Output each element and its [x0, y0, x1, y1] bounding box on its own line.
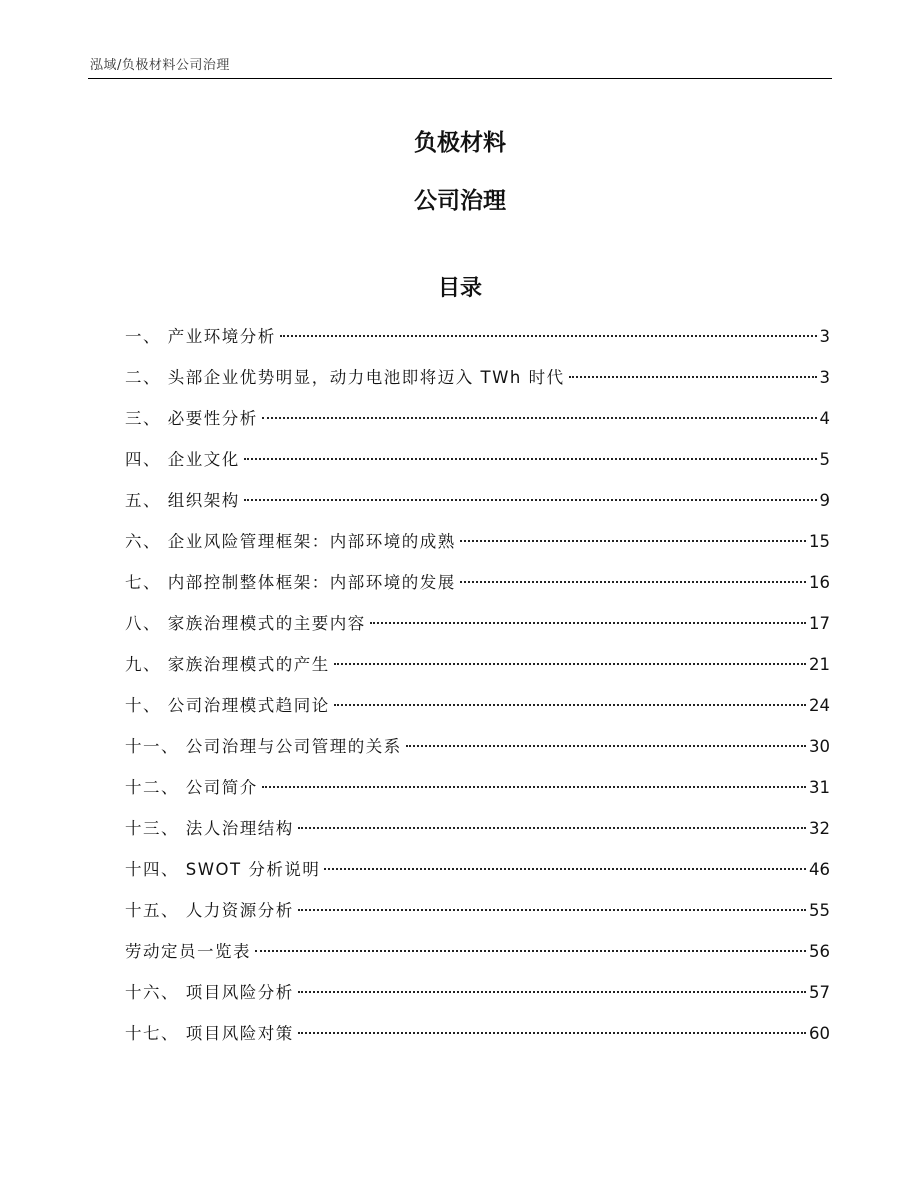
document-subtitle: 公司治理: [414, 188, 506, 214]
toc-dot-leader: [324, 868, 806, 870]
toc-dot-leader: [244, 458, 817, 460]
toc-entry[interactable]: [125, 443, 830, 484]
toc-page-number: 24: [809, 696, 830, 715]
toc-entry[interactable]: [125, 812, 830, 853]
toc-entry-label: 五、 组织架构: [125, 491, 240, 510]
toc-page-number: 17: [809, 614, 830, 633]
toc-entry-label: 十四、 SWOT 分析说明: [125, 860, 321, 879]
toc-entry-label: 十二、 公司简介: [125, 778, 258, 797]
toc-dot-leader: [370, 622, 806, 624]
toc-page-number: 60: [809, 1024, 830, 1043]
toc-entry[interactable]: [125, 935, 830, 976]
toc-dot-leader: [298, 1032, 806, 1034]
toc-dot-leader: [298, 827, 806, 829]
toc-dot-leader: [244, 499, 817, 501]
toc-entry[interactable]: [125, 320, 830, 361]
toc-page-number: 32: [809, 819, 830, 838]
toc-entry-label: 劳动定员一览表: [125, 942, 251, 961]
toc-entry-label: 十、 公司治理模式趋同论: [125, 696, 330, 715]
toc-entry-label: 七、 内部控制整体框架：内部环境的发展: [125, 573, 456, 592]
toc-page-number: 3: [819, 368, 830, 387]
toc-dot-leader: [460, 540, 806, 542]
toc-dot-leader: [460, 581, 806, 583]
toc-entry-label: 十五、 人力资源分析: [125, 901, 294, 920]
toc-entry[interactable]: [125, 853, 830, 894]
toc-entry-label: 三、 必要性分析: [125, 409, 258, 428]
toc-dot-leader: [334, 663, 806, 665]
toc-heading: 目录: [437, 276, 482, 301]
toc-entry-label: 一、 产业环境分析: [125, 327, 276, 346]
toc-entry[interactable]: [125, 689, 830, 730]
toc-entry-label: 六、 企业风险管理框架：内部环境的成熟: [125, 532, 456, 551]
toc-entry[interactable]: [125, 607, 830, 648]
toc-dot-leader: [298, 909, 806, 911]
toc-page-number: 9: [819, 491, 830, 510]
document-title: 负极材料: [414, 130, 506, 156]
toc-page-number: 56: [809, 942, 830, 961]
page-header: 泓域/负极材料公司治理: [90, 58, 230, 73]
header-divider: [88, 78, 832, 79]
toc-entry[interactable]: [125, 730, 830, 771]
toc-page-number: 30: [809, 737, 830, 756]
toc-page-number: 21: [809, 655, 830, 674]
toc-page-number: 15: [809, 532, 830, 551]
toc-page-number: 57: [809, 983, 830, 1002]
toc-dot-leader: [255, 950, 806, 952]
toc-entry-label: 八、 家族治理模式的主要内容: [125, 614, 366, 633]
toc-entry[interactable]: [125, 1017, 830, 1058]
toc-entry[interactable]: [125, 361, 830, 402]
toc-page-number: 46: [809, 860, 830, 879]
toc-entry-label: 二、 头部企业优势明显，动力电池即将迈入 TWh 时代: [125, 368, 565, 387]
toc-dot-leader: [334, 704, 806, 706]
toc-dot-leader: [262, 786, 806, 788]
toc-entry-label: 十六、 项目风险分析: [125, 983, 294, 1002]
toc-entry[interactable]: [125, 648, 830, 689]
toc-dot-leader: [298, 991, 806, 993]
toc-page-number: 3: [819, 327, 830, 346]
toc-page-number: 5: [819, 450, 830, 469]
toc-entry[interactable]: [125, 771, 830, 812]
toc-entry-label: 四、 企业文化: [125, 450, 240, 469]
toc-entry[interactable]: [125, 402, 830, 443]
toc-entry[interactable]: [125, 566, 830, 607]
toc-dot-leader: [280, 335, 817, 337]
toc-entry[interactable]: [125, 894, 830, 935]
toc-dot-leader: [406, 745, 806, 747]
toc-page-number: 16: [809, 573, 830, 592]
toc-entry[interactable]: [125, 976, 830, 1017]
toc-entry-label: 九、 家族治理模式的产生: [125, 655, 330, 674]
toc-entry[interactable]: [125, 525, 830, 566]
toc-entry-label: 十七、 项目风险对策: [125, 1024, 294, 1043]
toc-page-number: 4: [819, 409, 830, 428]
toc-dot-leader: [569, 376, 817, 378]
toc-page-number: 31: [809, 778, 830, 797]
toc-dot-leader: [262, 417, 817, 419]
toc-entry[interactable]: [125, 484, 830, 525]
table-of-contents: [125, 320, 830, 1058]
toc-entry-label: 十三、 法人治理结构: [125, 819, 294, 838]
toc-entry-label: 十一、 公司治理与公司管理的关系: [125, 737, 402, 756]
toc-page-number: 55: [809, 901, 830, 920]
